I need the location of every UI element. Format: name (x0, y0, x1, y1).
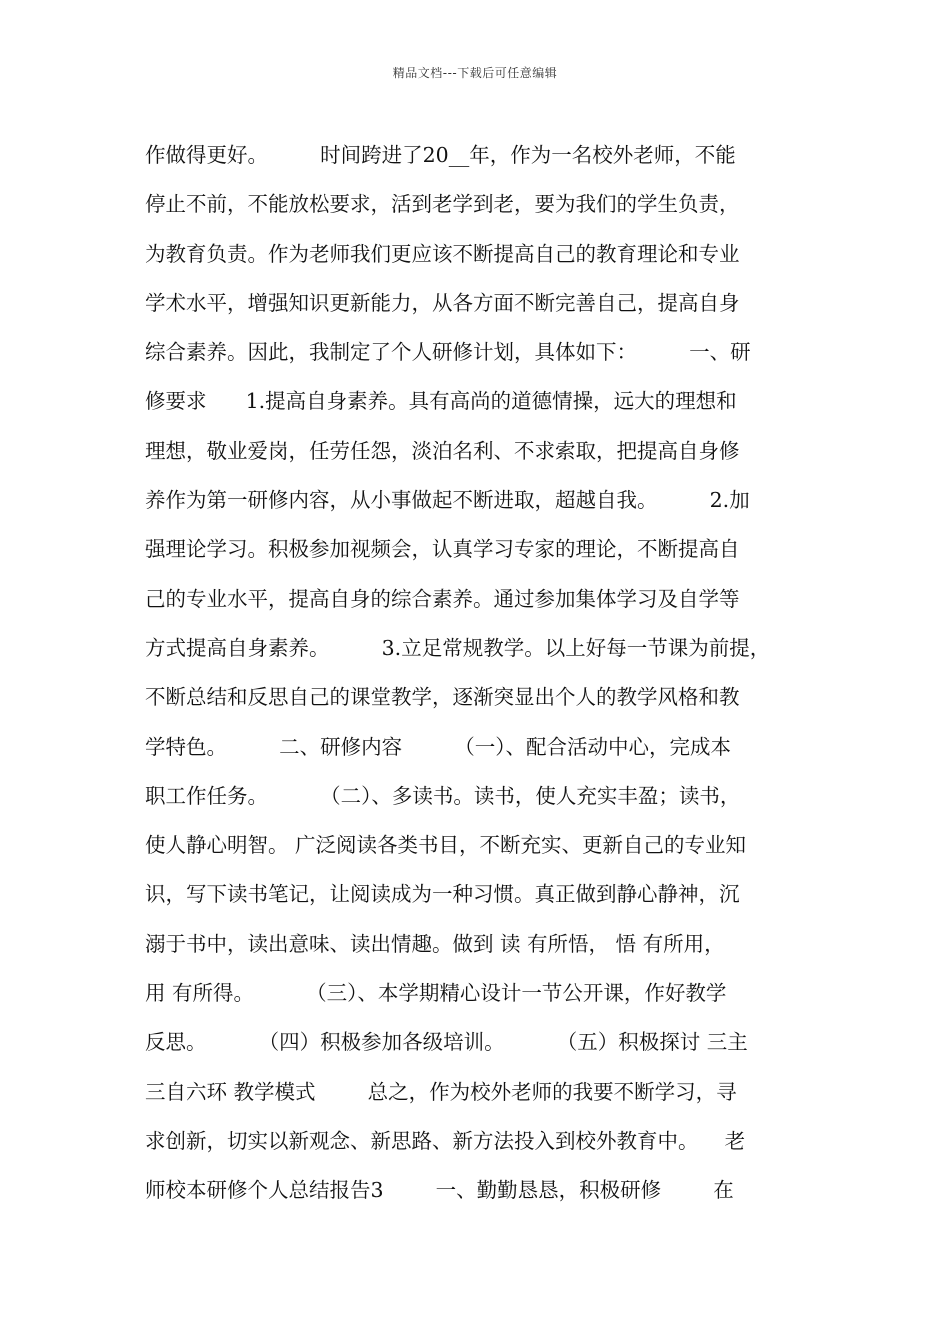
text-line: 方式提高自身素养。 3.立足常规教学。以上好每一节课为前提， (145, 635, 771, 660)
text-line: 职工作任务。 （二）、多读书。读书，使人充实丰盈；读书， (145, 783, 741, 808)
text-line: 己的专业水平，提高自身的综合素养。通过参加集体学习及自学等 (145, 586, 740, 611)
text-line: 学术水平，增强知识更新能力，从各方面不断完善自己，提高自身 (145, 290, 740, 315)
document-body (145, 131, 815, 1216)
page-header: 精品文档---下载后可任意编辑 (392, 66, 558, 80)
text-line: 三自六环 教学模式 总之，作为校外老师的我要不断学习，寻 (145, 1079, 737, 1104)
text-line: 修要求 1.提高自身素养。具有高尚的道德情操，远大的理想和 (145, 389, 737, 414)
text-line: 停止不前，不能放松要求，活到老学到老，要为我们的学生负责， (145, 192, 740, 217)
text-line: 求创新，切实以新观念、新思路、新方法投入到校外教育中。 老 (145, 1128, 746, 1153)
text-line: 不断总结和反思自己的课堂教学，逐渐突显出个人的教学风格和教 (145, 685, 740, 710)
text-line: 理想，敬业爱岗，任劳任怨，淡泊名利、不求索取，把提高自身修 (145, 438, 740, 463)
text-line: 学特色。 二、研修内容 （一）、配合活动中心，完成本 (145, 734, 732, 759)
text-line: 综合素养。因此，我制定了个人研修计划，具体如下： 一、研 (145, 340, 751, 365)
text-line: 强理论学习。积极参加视频会，认真学习专家的理论，不断提高自 (145, 537, 740, 562)
text-line: 反思。 （四）积极参加各级培训。 （五）积极探讨 三主 (145, 1030, 748, 1055)
text-line: 师校本研修个人总结报告3 一、勤勤恳恳，积极研修 在 (145, 1178, 734, 1203)
text-line: 使人静心明智。 广泛阅读各类书目，不断充实、更新自己的专业知 (145, 833, 747, 858)
text-line: 养作为第一研修内容，从小事做起不断进取，超越自我。 2.加 (145, 488, 750, 513)
text-line: 作做得更好。 时间跨进了20__年，作为一名校外老师，不能 (145, 143, 736, 167)
text-line: 用 有所得。 （三）、本学期精心设计一节公开课，作好教学 (145, 981, 727, 1006)
text-line: 为教育负责。作为老师我们更应该不断提高自己的教育理论和专业 (145, 241, 740, 266)
text-line: 识，写下读书笔记，让阅读成为一种习惯。真正做到静心静神，沉 (145, 882, 740, 907)
text-line: 溺于书中，读出意味、读出情趣。做到 读 有所悟， 悟 有所用， (145, 931, 725, 956)
